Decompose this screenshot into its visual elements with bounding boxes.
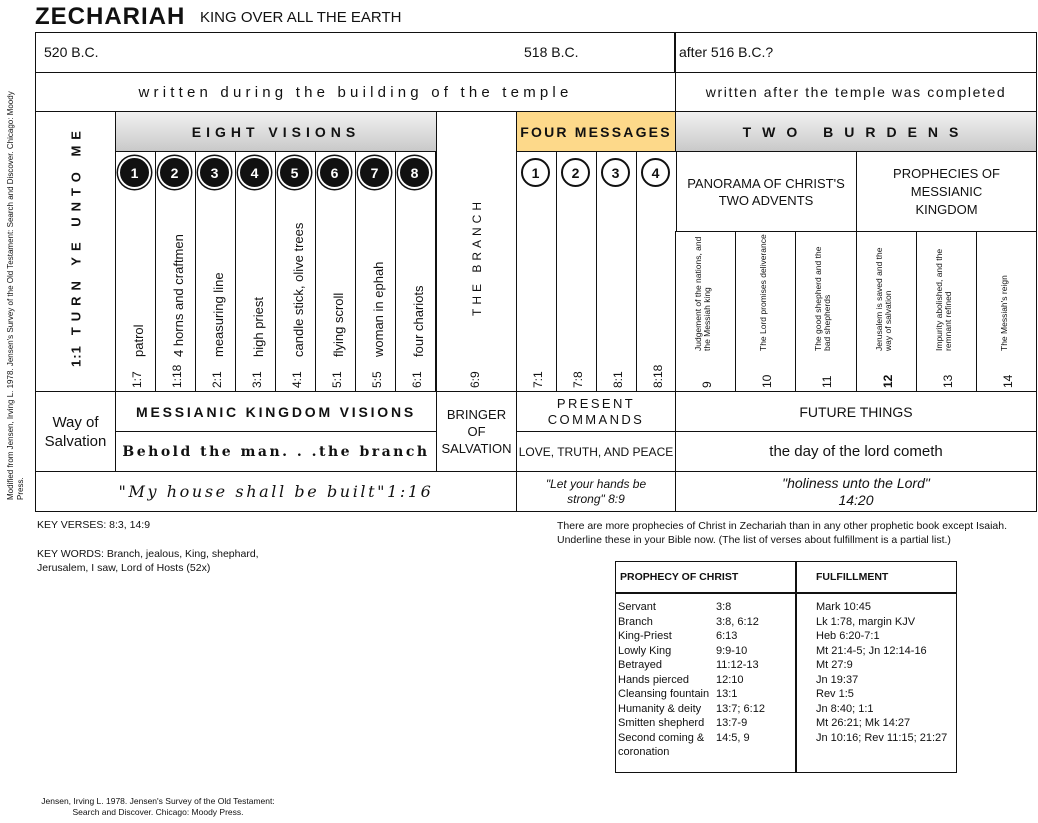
burden-chapter-ref: 12 xyxy=(881,374,895,388)
bringer-of-salvation: BRINGER OF SALVATION xyxy=(436,391,517,472)
messianic-kingdom-visions: MESSIANIC KINGDOM VISIONS xyxy=(115,391,437,432)
table-cell-fulfillment: Jn 10:16; Rev 11:15; 21:27 xyxy=(816,731,948,744)
table-cell-verse: 9:9-10 xyxy=(716,644,748,657)
vision-ref: 6:1 xyxy=(410,371,424,388)
branch-ref: 6:9 xyxy=(468,371,482,388)
page-title: ZECHARIAH xyxy=(35,3,186,30)
panorama-box: PANORAMA OF CHRIST'S TWO ADVENTS xyxy=(675,151,857,232)
table-cell-verse: 3:8 xyxy=(716,601,732,613)
burden-chapter-label: Jerusalem is saved and the way of salvation xyxy=(874,247,893,351)
table-cell-prophecy: Smitten shepherd xyxy=(618,717,705,729)
table-cell-prophecy: King-Priest xyxy=(618,630,672,642)
date-520: 520 B.C. xyxy=(44,44,99,60)
turn-column xyxy=(35,111,116,392)
table-cell-prophecy: Branch xyxy=(618,615,653,628)
table-cell-prophecy: Hands pierced xyxy=(618,673,689,686)
table-cell-verse: 3:8, 6:12 xyxy=(716,615,759,628)
vision-ref: 4:1 xyxy=(290,371,304,388)
table-cell-fulfillment: Mark 10:45 xyxy=(816,601,872,613)
burden-chapter-label: Judgement of the nations, and the Messiah king xyxy=(693,236,712,351)
burden-chapter-ref: 14 xyxy=(1001,374,1015,388)
branch-label: THE BRANCH xyxy=(469,198,484,317)
key-words: KEY WORDS: Branch, jealous, King, shephard, Jerusalem, I saw, Lord of Hosts (52x) xyxy=(37,548,259,574)
table-rows xyxy=(618,600,954,760)
vision-ref: 3:1 xyxy=(250,371,264,388)
vision-number-badge: 7 xyxy=(360,158,389,187)
table-cell-fulfillment: Mt 21:4-5; Jn 12:14-16 xyxy=(816,644,927,657)
day-of-the-lord: the day of the lord cometh xyxy=(675,431,1037,472)
vision-label: 4 horns and craftmen xyxy=(171,234,186,357)
vision-label: woman in ephah xyxy=(371,261,386,357)
vision-label: candle stick, olive trees xyxy=(291,222,306,357)
love-truth-peace: LOVE, TRUTH, AND PEACE xyxy=(516,431,676,472)
table-cell-fulfillment: Rev 1:5 xyxy=(816,688,854,700)
vision-number-badge: 3 xyxy=(200,158,229,187)
two-burdens-header: TWO BURDENS xyxy=(675,111,1037,152)
message-column xyxy=(596,151,637,392)
table-row xyxy=(618,716,954,731)
vision-column xyxy=(235,151,276,392)
burden-chapter-column xyxy=(976,231,1037,392)
table-cell-verse: 11:12-13 xyxy=(716,659,759,671)
table-row xyxy=(618,731,954,760)
future-things: FUTURE THINGS xyxy=(675,391,1037,432)
table-cell-fulfillment: Jn 19:37 xyxy=(816,673,859,686)
vision-ref: 5:5 xyxy=(370,371,384,388)
message-column xyxy=(636,151,677,392)
burden-chapter-column xyxy=(795,231,857,392)
table-row xyxy=(618,658,954,673)
message-ref: 7:1 xyxy=(531,371,545,388)
vision-ref: 1:18 xyxy=(170,364,184,388)
prophecies-box: PROPHECIES OF MESSIANIC KINGDOM xyxy=(856,151,1037,232)
footer-credit: Jensen, Irving L. 1978. Jensen's Survey of the Old Testament: Search and Discover. Chicago: Moody Press. xyxy=(41,796,275,817)
eight-visions-header: EIGHT VISIONS xyxy=(115,111,437,152)
vision-ref: 1:7 xyxy=(130,371,144,388)
table-row xyxy=(618,629,954,644)
message-ref: 7:8 xyxy=(571,371,585,388)
vision-column xyxy=(315,151,356,392)
present-commands: PRESENT COMMANDS xyxy=(516,391,676,432)
vision-column xyxy=(115,151,156,392)
table-cell-prophecy: Second coming & coronation xyxy=(618,731,705,758)
table-cell-verse: 13:7; 6:12 xyxy=(716,702,765,715)
vision-number-badge: 4 xyxy=(240,158,269,187)
table-cell-verse: 12:10 xyxy=(716,673,744,686)
vision-number-badge: 2 xyxy=(160,158,189,187)
vision-number-badge: 6 xyxy=(320,158,349,187)
burden-chapter-column xyxy=(675,231,736,392)
burden-chapter-label: The Messiah's reign xyxy=(999,275,1009,351)
table-cell-prophecy: Betrayed xyxy=(618,659,663,671)
written-after: written after the temple was completed xyxy=(675,72,1037,112)
table-cell-prophecy: Humanity & deity xyxy=(618,702,702,715)
vision-column xyxy=(195,151,236,392)
table-row xyxy=(618,615,954,630)
table-cell-prophecy: Servant xyxy=(618,601,656,613)
prophecy-note: There are more prophecies of Christ in Zechariah than in any other prophetic book except Isaiah. Underline these in your Bible now. (The list of verses about fulfillment is a partial list.) xyxy=(557,520,1007,546)
table-cell-verse: 6:13 xyxy=(716,630,738,642)
vision-label: measuring line xyxy=(211,272,226,357)
behold-the-man: Behold the man. . .the branch xyxy=(115,431,437,472)
table-cell-fulfillment: Mt 26:21; Mk 14:27 xyxy=(816,717,911,729)
vision-number-badge: 5 xyxy=(280,158,309,187)
page-subtitle: KING OVER ALL THE EARTH xyxy=(200,9,402,26)
vision-number-badge: 8 xyxy=(400,158,429,187)
table-row xyxy=(618,644,954,659)
message-ref: 8:1 xyxy=(611,371,625,388)
message-number-badge: 2 xyxy=(561,158,590,187)
vision-label: high priest xyxy=(251,297,266,357)
message-column xyxy=(556,151,597,392)
date-after-516: after 516 B.C.? xyxy=(679,44,774,60)
divider xyxy=(674,32,676,73)
vision-label: patrol xyxy=(131,324,146,357)
burden-chapter-ref: 13 xyxy=(941,374,955,388)
message-number-badge: 3 xyxy=(601,158,630,187)
table-cell-fulfillment: Heb 6:20-7:1 xyxy=(816,630,880,642)
vision-column xyxy=(355,151,396,392)
quote-holiness: "holiness unto the Lord" 14:20 xyxy=(675,471,1037,512)
branch-column xyxy=(436,111,517,392)
turn-label: TURN YE UNTO ME xyxy=(68,124,83,336)
vision-column xyxy=(155,151,196,392)
table-row xyxy=(618,702,954,717)
table-cell-prophecy: Cleansing fountain xyxy=(618,688,710,700)
table-row xyxy=(618,673,954,688)
four-messages-header: FOUR MESSAGES xyxy=(516,111,676,152)
burden-chapter-column xyxy=(735,231,796,392)
turn-ref: 1:1 xyxy=(68,345,83,367)
table-cell-verse: 13:7-9 xyxy=(716,717,748,729)
written-during: written during the building of the temple xyxy=(35,72,676,112)
table-head-divider xyxy=(615,592,957,594)
message-number-badge: 1 xyxy=(521,158,550,187)
table-cell-prophecy: Lowly King xyxy=(618,644,672,657)
table-header-prophecy: PROPHECY OF CHRIST xyxy=(620,571,739,583)
way-of-salvation: Way of Salvation xyxy=(35,391,116,472)
table-header-fulfillment: FULFILLMENT xyxy=(816,571,889,583)
burden-chapter-ref: 11 xyxy=(820,375,834,388)
table-cell-fulfillment: Jn 8:40; 1:1 xyxy=(816,702,874,715)
vision-ref: 2:1 xyxy=(210,371,224,388)
quote-house: "My house shall be built"1:16 xyxy=(35,471,517,512)
date-518: 518 B.C. xyxy=(524,44,579,60)
burden-chapter-label: The good shepherd and the bad shepherds xyxy=(813,246,832,351)
key-verses: KEY VERSES: 8:3, 14:9 xyxy=(37,519,151,531)
side-credit: Modified from Jensen, Irving L. 1978. Jensen's Survey of the Old Testament: Search and Discover. Chicago: Moody Press. xyxy=(6,91,25,500)
table-cell-verse: 14:5, 9 xyxy=(716,731,750,744)
message-column xyxy=(516,151,557,392)
burden-chapter-ref: 9 xyxy=(700,381,714,388)
burden-chapter-ref: 10 xyxy=(760,374,774,388)
vision-ref: 5:1 xyxy=(330,371,344,388)
message-ref: 8:18 xyxy=(651,364,665,388)
table-row xyxy=(618,600,954,615)
table-cell-fulfillment: Lk 1:78, margin KJV xyxy=(816,615,916,628)
vision-number-badge: 1 xyxy=(120,158,149,187)
burden-chapter-label: The Lord promises deliverance xyxy=(758,234,768,351)
vision-label: flying scroll xyxy=(331,292,346,357)
burden-chapter-column xyxy=(856,231,917,392)
vision-column xyxy=(275,151,316,392)
burden-chapter-label: Impurity abolished, and the remnant refined xyxy=(934,248,953,351)
table-cell-fulfillment: Mt 27:9 xyxy=(816,659,853,671)
table-cell-verse: 13:1 xyxy=(716,688,738,700)
burden-chapter-column xyxy=(916,231,977,392)
table-row xyxy=(618,687,954,702)
vision-column xyxy=(395,151,436,392)
quote-hands: "Let your hands be strong" 8:9 xyxy=(516,471,676,512)
vision-label: four chariots xyxy=(411,285,426,357)
message-number-badge: 4 xyxy=(641,158,670,187)
